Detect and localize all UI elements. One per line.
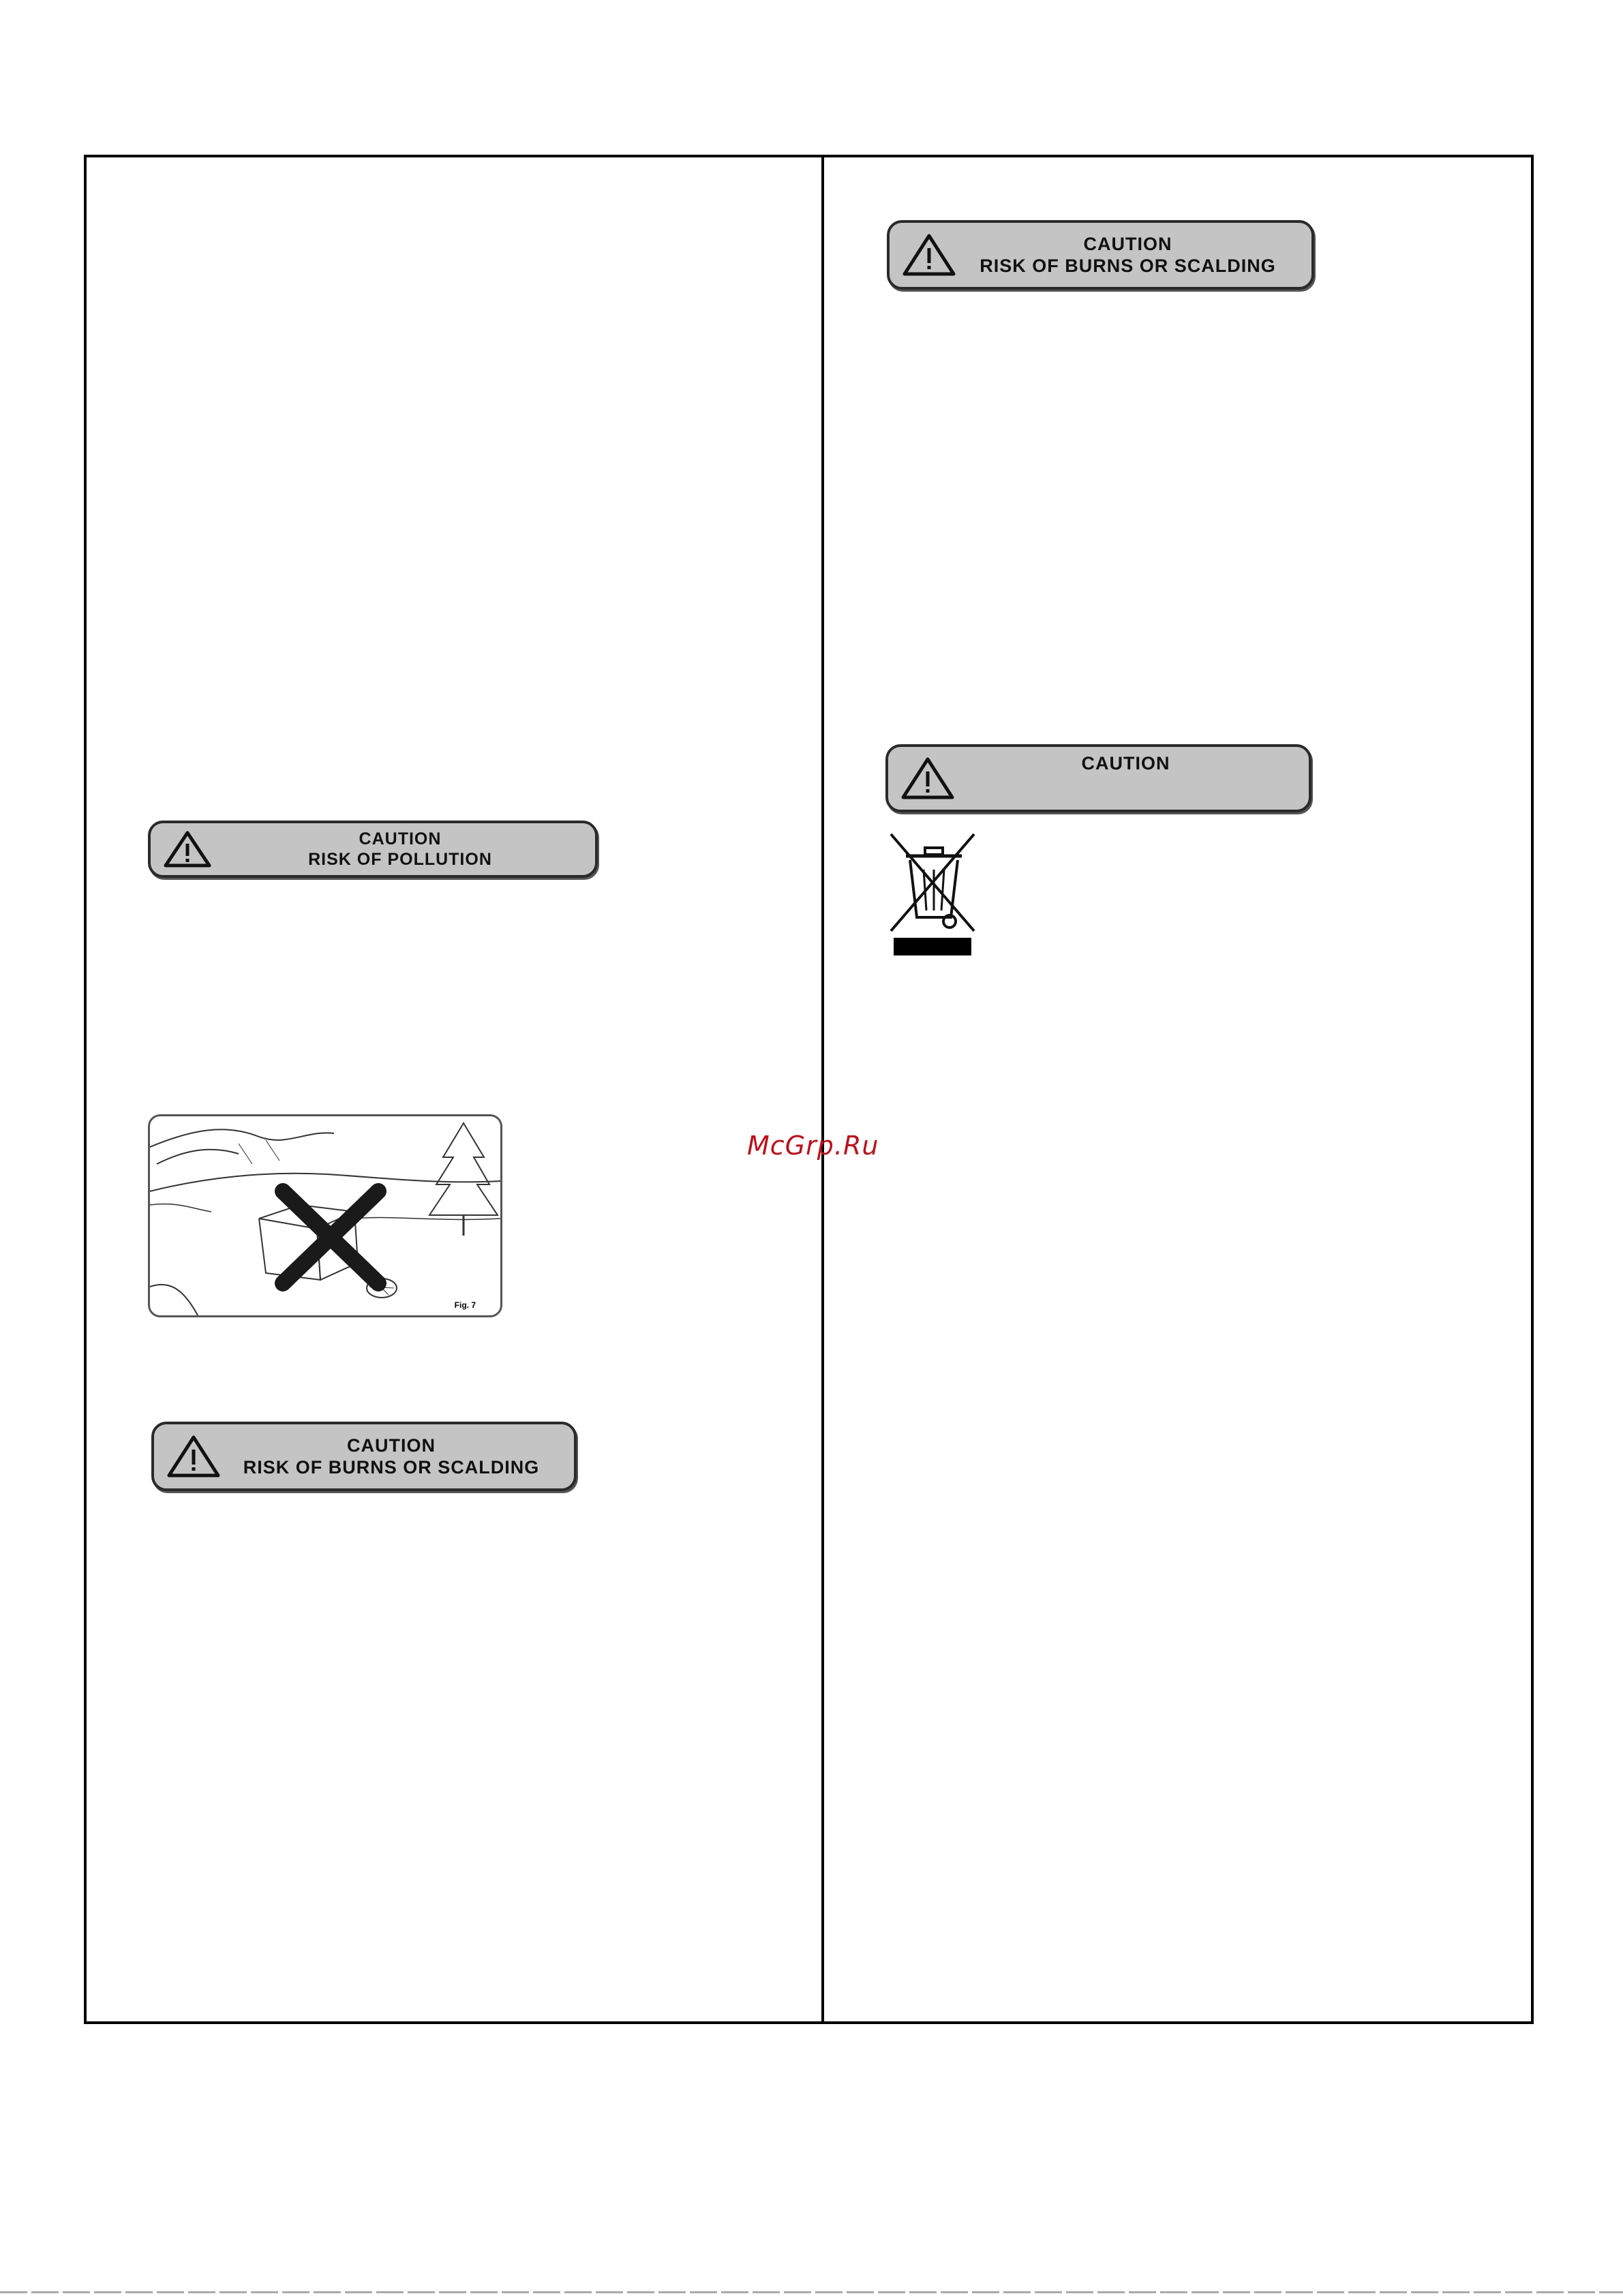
caution-text <box>970 747 1281 810</box>
caution-title: CAUTION <box>347 1435 436 1456</box>
warning-triangle-icon <box>166 1435 221 1478</box>
caution-subtitle: RISK OF BURNS OR SCALDING <box>243 1457 540 1478</box>
column-divider <box>821 157 824 2021</box>
no-dumping-x-icon <box>150 1116 500 1315</box>
warning-triangle-icon <box>902 233 956 277</box>
caution-text <box>232 823 568 875</box>
caution-subtitle: RISK OF POLLUTION <box>308 850 492 869</box>
crossed-bin-icon <box>885 830 981 960</box>
figure-no-dumping <box>148 1114 502 1317</box>
page-bottom-rule <box>0 2291 1623 2293</box>
document-frame <box>84 155 1534 2024</box>
warning-triangle-icon <box>900 756 955 800</box>
caution-pollution-label <box>148 821 598 878</box>
caution-title: CAUTION <box>1083 233 1172 254</box>
figure-caption: Fig. 7 <box>454 1300 476 1310</box>
caution-title: CAUTION <box>1081 753 1170 774</box>
watermark: McGrp.Ru <box>747 1131 879 1161</box>
caution-text <box>236 1424 547 1488</box>
caution-burns-label <box>887 220 1314 290</box>
caution-title: CAUTION <box>359 829 442 848</box>
caution-weee-label <box>885 744 1311 812</box>
caution-subtitle: RISK OF BURNS OR SCALDING <box>980 256 1276 276</box>
warning-triangle-icon <box>163 830 212 868</box>
caution-text <box>971 223 1284 287</box>
caution-burns-label <box>151 1422 577 1491</box>
